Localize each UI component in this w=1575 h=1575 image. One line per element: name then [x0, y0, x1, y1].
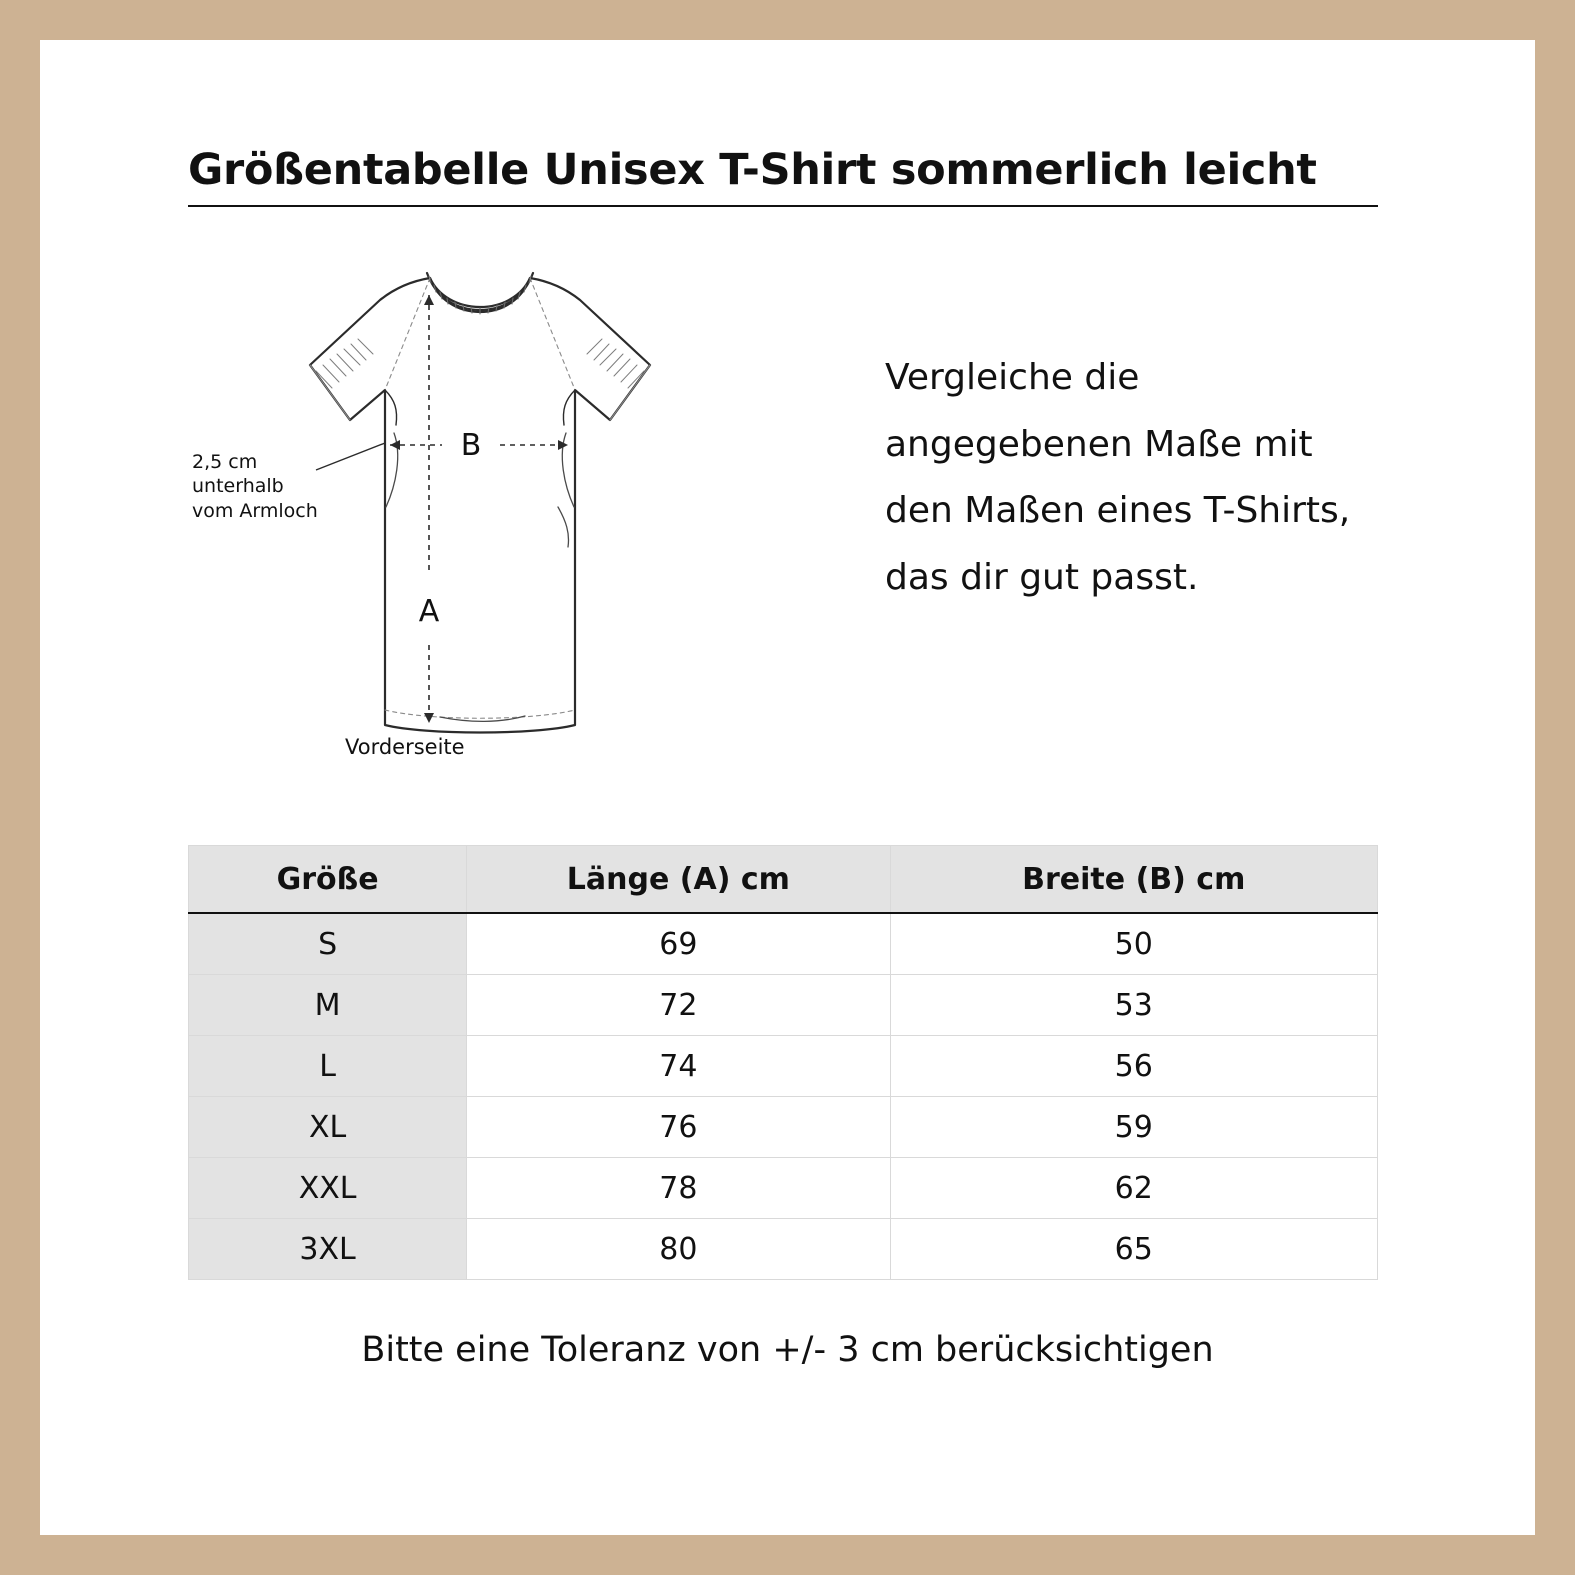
- cell-width: 65: [890, 1219, 1378, 1280]
- table-row: [189, 975, 1378, 1036]
- cell-length: 80: [467, 1219, 890, 1280]
- cell-length: 69: [467, 913, 890, 975]
- table-row: [189, 1219, 1378, 1280]
- table-row: [189, 1097, 1378, 1158]
- cell-size: 3XL: [189, 1219, 467, 1280]
- cell-width: 53: [890, 975, 1378, 1036]
- instruction-text: Vergleiche die angegebenen Maße mit den Maßen eines T-Shirts, das dir gut passt.: [885, 357, 1351, 598]
- size-table: [188, 845, 1378, 1280]
- dimension-label-b: B: [460, 428, 482, 463]
- cell-length: 78: [467, 1158, 890, 1219]
- cell-width: 56: [890, 1036, 1378, 1097]
- cell-size: XL: [189, 1097, 467, 1158]
- page-title: Größentabelle Unisex T-Shirt sommerlich leicht: [188, 145, 1378, 207]
- dimension-label-a: A: [418, 594, 440, 629]
- cell-size: M: [189, 975, 467, 1036]
- diagram-caption: Vorderseite: [345, 735, 465, 759]
- tolerance-note: Bitte eine Toleranz von +/- 3 cm berücksichtigen: [361, 1330, 1214, 1370]
- cell-length: 74: [467, 1036, 890, 1097]
- cell-size: S: [189, 913, 467, 975]
- cell-size: XXL: [189, 1158, 467, 1219]
- armhole-note: 2,5 cm unterhalb vom Armloch: [192, 451, 318, 522]
- cell-length: 72: [467, 975, 890, 1036]
- column-header-width: Breite (B) cm: [890, 846, 1378, 914]
- cell-width: 59: [890, 1097, 1378, 1158]
- table-row: [189, 1158, 1378, 1219]
- table-row: [189, 1036, 1378, 1097]
- column-header-length: Länge (A) cm: [467, 846, 890, 914]
- cell-length: 76: [467, 1097, 890, 1158]
- cell-width: 50: [890, 913, 1378, 975]
- table-row: [189, 913, 1378, 975]
- table-header-row: [189, 846, 1378, 914]
- column-header-size: Größe: [189, 846, 467, 914]
- cell-width: 62: [890, 1158, 1378, 1219]
- cell-size: L: [189, 1036, 467, 1097]
- document-page: [40, 40, 1535, 1535]
- tshirt-diagram: [180, 255, 700, 795]
